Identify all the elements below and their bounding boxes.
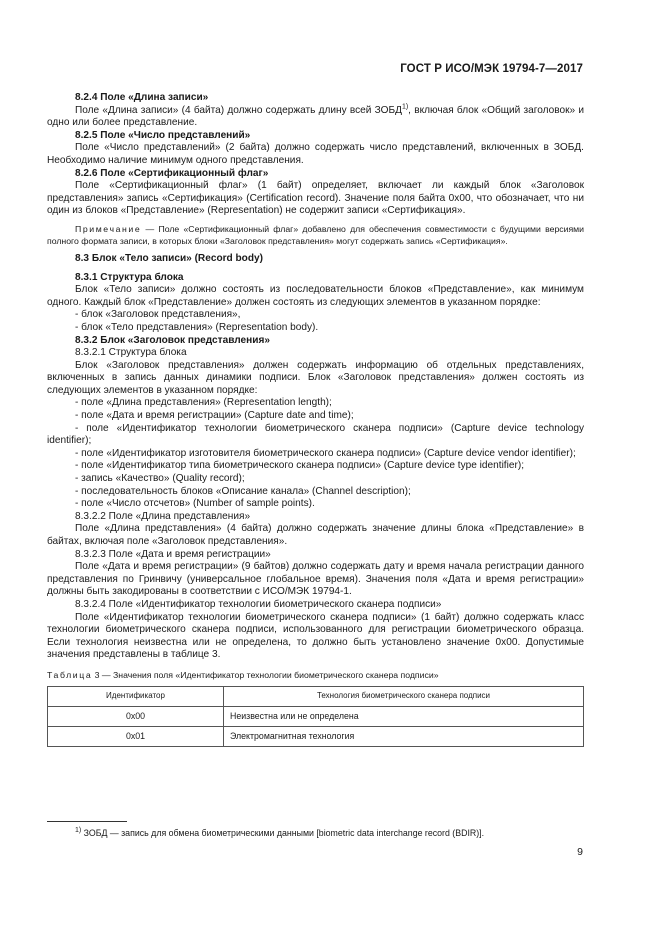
paragraph-text: , включая блок «Общий заголовок» и одно или более представление.	[47, 104, 584, 129]
table-header-cell: Технология биометрического сканера подписи	[224, 686, 584, 706]
note	[47, 223, 584, 247]
footnote-marker: 1)	[75, 827, 82, 835]
list-item: - блок «Заголовок представления»,	[75, 309, 241, 321]
paragraph: Поле «Число представлений» (2 байта) должно содержать число представлений, включенных в ЗОБД. Необходимо наличие минимум одного представления.	[47, 142, 584, 166]
section-heading: 8.3.1 Структура блока	[75, 271, 184, 283]
list-item: - поле «Идентификатор типа биометрического сканера подписи» (Capture device type identifier);	[75, 460, 524, 472]
table-cell: Неизвестна или не определена	[224, 706, 584, 726]
caption-text: 3 — Значения поля «Идентификатор технологии биометрического сканера подписи»	[92, 669, 439, 680]
table-caption	[47, 669, 584, 682]
document-body	[47, 92, 584, 747]
list-item: - запись «Качество» (Quality record);	[75, 473, 245, 485]
table-header-row	[48, 686, 584, 706]
paragraph: Поле «Сертификационный флаг» (1 байт) определяет, включает ли каждый блок «Заголовок представления» запись «Сертификация» (Certification record). Значение поля байта 0x00, что обозначает, что ни один из блоков «Представление» (Representation) не содержит записи «Сертификация».	[47, 180, 584, 217]
paragraph-text: Поле «Длина записи» (4 байта) должно содержать длину всей ЗОБД	[75, 104, 402, 116]
table-row	[48, 706, 584, 726]
list-item: - блок «Тело представления» (Representation body).	[75, 321, 319, 333]
section-heading: 8.3.2 Блок «Заголовок представления»	[75, 334, 270, 346]
section-heading: 8.2.4 Поле «Длина записи»	[75, 92, 209, 103]
subsection-heading: 8.3.2.3 Поле «Дата и время регистрации»	[75, 548, 271, 560]
table-row	[48, 726, 584, 746]
list-item: - поле «Идентификатор изготовителя биометрического сканера подписи» (Capture device vendor identifier);	[75, 447, 576, 459]
subsection-heading: 8.3.2.4 Поле «Идентификатор технологии биометрического сканера подписи»	[75, 598, 442, 610]
list-item: - поле «Идентификатор технологии биометрического сканера подписи» (Capture device technology identifier);	[47, 422, 584, 447]
footnote	[75, 828, 484, 838]
section-heading: 8.2.5 Поле «Число представлений»	[75, 129, 251, 141]
footnote-divider	[47, 821, 127, 822]
list-item: - поле «Длина представления» (Representation length);	[75, 397, 332, 409]
table-header-cell: Идентификатор	[48, 686, 224, 706]
table-cell: 0x01	[48, 726, 224, 746]
paragraph: Поле «Длина представления» (4 байта) должно содержать значение длины блока «Представление» в байтах, включая поле «Заголовок представления».	[47, 523, 584, 547]
table-cell: 0x00	[48, 706, 224, 726]
paragraph: Поле «Дата и время регистрации» (9 байтов) должно содержать дату и время начала регистрации данного представления по Гринвичу (универсальное глобальное время). Значения поля «Дата и время регистрации» должны быть закодированы в соответствии с ИСО/МЭК 19794-1.	[47, 561, 584, 598]
section-heading: 8.2.6 Поле «Сертификационный флаг»	[75, 167, 269, 179]
section-heading: 8.3 Блок «Тело записи» (Record body)	[75, 252, 263, 264]
list-item: - последовательность блоков «Описание канала» (Channel description);	[75, 485, 411, 497]
footnote-ref[interactable]: 1)	[401, 103, 409, 111]
list-item: - поле «Число отсчетов» (Number of sample points).	[75, 498, 315, 510]
table-cell: Электромагнитная технология	[224, 726, 584, 746]
note-label: Примечание	[75, 223, 142, 234]
document-header: ГОСТ Р ИСО/МЭК 19794-7—2017	[400, 63, 583, 75]
page-number: 9	[577, 846, 583, 858]
subsection-heading: 8.3.2.1 Структура блока	[75, 347, 187, 359]
paragraph	[47, 105, 584, 130]
caption-label: Таблица	[47, 669, 93, 680]
subsection-heading: 8.3.2.2 Поле «Длина представления»	[75, 510, 251, 522]
paragraph: Поле «Идентификатор технологии биометрического сканера подписи» (1 байт) должно содержать класс технологии биометрического сканера подписи, использованного для регистрации биометрического образца. Если технология неизвестна или не определена, то должно быть установлено значение 0x00. Допустимые значения представлены в таблице 3.	[47, 611, 584, 661]
note-text: — Поле «Сертификационный флаг» добавлено для обеспечения совместимости с будущими версиями полного формата записи, в которых блоки «Заголовок представления» могут содержать запись «Сертификация».	[47, 223, 584, 246]
paragraph: Блок «Заголовок представления» должен содержать информацию об отдельных представлениях, включенных в запись данных динамики подписи. Блок «Заголовок представления» должен состоять из следующих элементов в указанном порядке:	[47, 359, 584, 396]
paragraph: Блок «Тело записи» должно состоять из последовательности блоков «Представление», как минимум одного. Каждый блок «Представление» должен состоять из следующих элементов в указанном порядке:	[47, 284, 584, 308]
footnote-text: ЗОБД — запись для обмена биометрическими данными [biometric data interchange record (BDIR)].	[81, 828, 485, 838]
list-item: - поле «Дата и время регистрации» (Capture date and time);	[75, 410, 354, 422]
values-table	[47, 686, 584, 747]
